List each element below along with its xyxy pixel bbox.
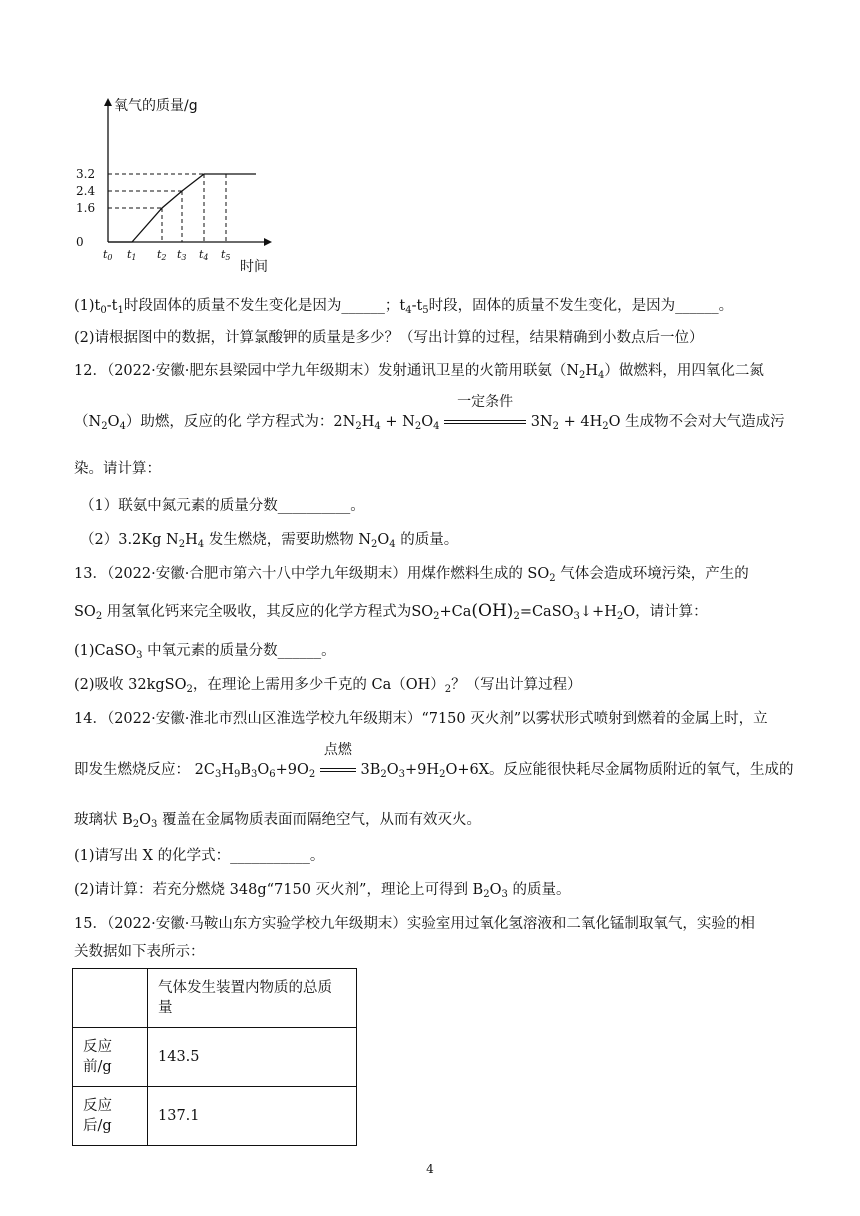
q14-heading: 14．（2022·安徽·淮北市烈山区淮选学校九年级期末）“7150 灭火剂”以雾状形式喷射到燃着的金属上时，立 (74, 711, 768, 727)
reaction-mass-table (72, 968, 357, 1146)
q13-line2: $SO_2$ 用氢氧化钙来完全吸收，其反应的化学方程式为$SO_2+Ca(OH)_2=CaSO_3↓+H_2O$，请计算： (74, 601, 708, 622)
x-tick-label: t4 (199, 248, 209, 262)
table-cell: 反应前/g (73, 1028, 148, 1087)
page-number: 4 (426, 1162, 434, 1176)
y-axis-label: 氧气的质量/g (114, 98, 198, 114)
reaction-condition-arrow: 一定条件 (444, 412, 526, 432)
q12-equation-line: $(N_2O_4)$助燃，反应的化 学方程式为：$2N_2H_4 + N_2O_4$ 一定条件 $3N_2 + 4H_2O$ 生成物不会对大气造成污 (74, 394, 785, 432)
x-axis-arrow (264, 238, 272, 246)
q13-part2: (2)吸收 32kgSO$_2$，在理论上需用多少千克的 $Ca(OH)_2$？（写出计算过程） (74, 677, 582, 695)
q14-equation-line: 即发生燃烧反应： $2C_3H_9B_3O_6+9O_2$ 点燃 $3B_2O_3+9H_2O+6X$。反应能很快耗尽金属物质附近的氧气，生成的 (74, 742, 794, 780)
ignition-condition-arrow: 点燃 (320, 760, 356, 780)
q11-part2: (2)请根据图中的数据，计算氯酸钾的质量是多少？（写出计算的过程，结果精确到小数点后一位） (74, 330, 704, 346)
q13-heading: 13．（2022·安徽·合肥市第六十八中学九年级期末）用煤作燃料生成的 $SO_2$ 气体会造成环境污染，产生的 (74, 566, 749, 584)
x-tick-label: t2 (157, 248, 167, 262)
table-row (73, 1087, 357, 1146)
q11-part1: $(1)t_0-t_1$时段固体的质量不发生变化是因为______；$t_4-t_5$时段，固体的质量不发生变化，是因为______。 (74, 298, 734, 316)
q12-part1: （1）联氨中氮元素的质量分数__________。 (80, 498, 365, 514)
x-tick-label: t0 (103, 248, 113, 262)
table-cell: 143.5 (148, 1028, 357, 1087)
table-header-cell: 气体发生装置内物质的总质量 (148, 969, 357, 1028)
table-row (73, 1028, 357, 1087)
table-header-row (73, 969, 357, 1028)
q12-heading: 12．（2022·安徽·肥东县梁园中学九年级期末）发射通讯卫星的火箭用联氨$(N_2H_4)$做燃料，用四氧化二氮 (74, 363, 764, 381)
q13-part1: (1)CaSO$_3$ 中氧元素的质量分数______。 (74, 643, 336, 661)
x-axis-label: 时间 (240, 259, 268, 275)
x-tick-label: t1 (127, 248, 137, 262)
x-tick-label: t3 (177, 248, 187, 262)
y-tick-label: 2.4 (76, 184, 96, 198)
y-tick-label: 3.2 (76, 167, 96, 181)
oxygen-mass-chart (70, 92, 290, 277)
q12-line3: 染。请计算： (74, 461, 161, 477)
q15-line2: 关数据如下表所示： (74, 944, 205, 960)
y-tick-label: 0 (76, 235, 84, 249)
q12-part2: （2）3.2Kg $N_2H_4$ 发生燃烧，需要助燃物 $N_2O_4$ 的质量。 (80, 532, 459, 550)
y-axis-arrow (104, 98, 112, 106)
table-cell: 137.1 (148, 1087, 357, 1146)
table-header-cell (73, 969, 148, 1028)
q14-part1: (1)请写出 X 的化学式：___________。 (74, 848, 325, 864)
q15-heading: 15．（2022·安徽·马鞍山东方实验学校九年级期末）实验室用过氧化氢溶液和二氧化锰制取氧气，实验的相 (74, 916, 755, 932)
table-cell: 反应后/g (73, 1087, 148, 1146)
q14-line3: 玻璃状 $B_2O_3$ 覆盖在金属物质表面而隔绝空气，从而有效灭火。 (74, 812, 482, 830)
y-tick-label: 1.6 (76, 201, 96, 215)
x-tick-label: t5 (221, 248, 231, 262)
q14-part2: (2)请计算：若充分燃烧 348g“7150 灭火剂”，理论上可得到 $B_2O_3$ 的质量。 (74, 882, 571, 900)
